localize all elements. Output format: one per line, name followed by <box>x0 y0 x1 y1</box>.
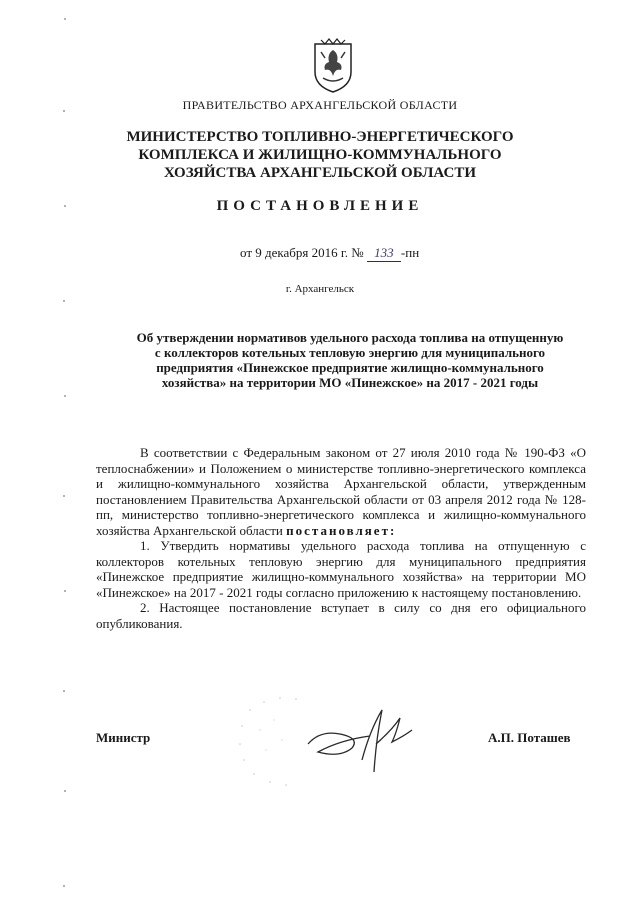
document-type: ПОСТАНОВЛЕНИЕ <box>216 198 424 214</box>
city: г. Архангельск <box>285 283 355 295</box>
government-name: ПРАВИТЕЛЬСТВО АРХАНГЕЛЬСКОЙ ОБЛАСТИ <box>182 98 458 112</box>
date-prefix: от 9 декабря 2016 г. № <box>240 245 364 260</box>
subject-line: с коллекторов котельных тепловую энергию для муниципального <box>154 345 546 360</box>
subject-line: хозяйства» на территории МО «Пинежское» на 2017 - 2021 годы <box>161 375 539 390</box>
document-date-line <box>240 245 419 262</box>
decree-word: постановляет: <box>286 522 397 538</box>
document-body <box>96 445 586 631</box>
number-suffix: -пн <box>400 245 420 260</box>
subject-line: Об утверждении нормативов удельного расхода топлива на отпущенную <box>136 330 564 345</box>
coat-of-arms-icon <box>311 38 355 94</box>
document-number: 133 <box>367 245 401 262</box>
preamble-text: В соответствии с Федеральным законом от 27 июля 2010 года № 190-ФЗ «О теплоснабжении» и Положением о министерстве топливно-энергетического комплекса и жилищно-коммунального хозяйства Архангельской области, утвержденным постановлением Правительства Архангельской области от 03 апреля 2012 года № 128-пп, министерство топливно-энергетического комплекса и жилищно-коммунального хозяйства Архангельской области <box>96 445 586 538</box>
subject-line: предприятия «Пинежское предприятие жилищно-коммунального <box>156 360 544 375</box>
document-subject <box>96 330 604 390</box>
preamble-paragraph <box>96 445 586 538</box>
ministry-line: КОМПЛЕКСА И ЖИЛИЩНО-КОММУНАЛЬНОГО <box>138 147 502 163</box>
signatory-title: Министр <box>96 730 151 745</box>
item-2-paragraph: 2. Настоящее постановление вступает в силу со дня его официального опубликования. <box>96 600 586 631</box>
item-1-paragraph: 1. Утвердить нормативы удельного расхода топлива на отпущенную с коллекторов котельных тепловую энергию для муниципального предприятия «Пинежское предприятие жилищно-коммунального хозяйства» на территории МО «Пинежское» на 2017 - 2021 годы согласно приложению к настоящему постановлению. <box>96 538 586 600</box>
ministry-line: ХОЗЯЙСТВА АРХАНГЕЛЬСКОЙ ОБЛАСТИ <box>163 165 477 181</box>
ministry-line: МИНИСТЕРСТВО ТОПЛИВНО-ЭНЕРГЕТИЧЕСКОГО <box>126 129 514 145</box>
handwritten-signature <box>300 700 420 780</box>
ministry-name <box>0 128 640 182</box>
signatory-name: А.П. Поташев <box>488 730 571 745</box>
